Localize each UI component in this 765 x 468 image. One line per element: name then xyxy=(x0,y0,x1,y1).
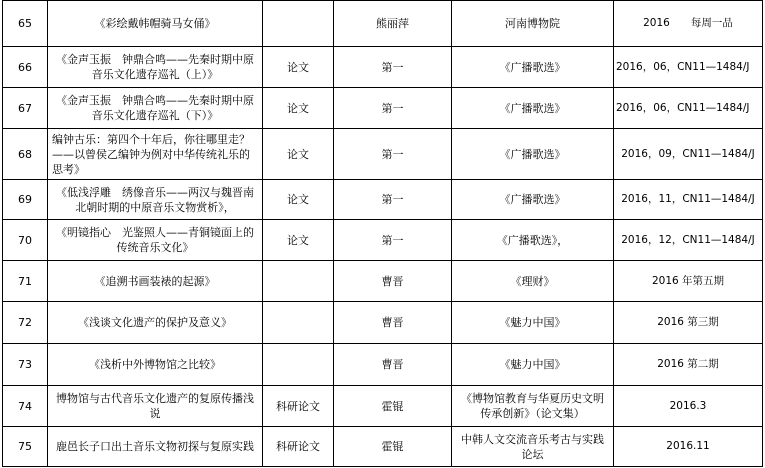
row-number: 70 xyxy=(3,220,48,261)
author-cell: 曹晋 xyxy=(334,302,452,344)
row-number: 66 xyxy=(3,47,48,88)
table-row xyxy=(3,220,763,261)
row-number: 75 xyxy=(3,427,48,467)
title-cell: 《浅析中外博物馆之比较》 xyxy=(48,344,263,386)
type-cell xyxy=(263,344,334,386)
table-row xyxy=(3,47,763,88)
author-cell: 霍锟 xyxy=(334,427,452,467)
table-row xyxy=(3,302,763,344)
author-cell: 熊丽萍 xyxy=(334,1,452,47)
type-cell: 论文 xyxy=(263,47,334,88)
date-cell: 2016，11，CN11—1484/J xyxy=(614,180,763,220)
author-cell: 第一 xyxy=(334,180,452,220)
publication-cell: 《理财》 xyxy=(452,261,614,302)
publication-cell: 《广播歌选》 xyxy=(452,88,614,129)
type-cell: 科研论文 xyxy=(263,386,334,427)
title-cell: 《追溯书画装裱的起源》 xyxy=(48,261,263,302)
table-row xyxy=(3,1,763,47)
author-cell: 霍锟 xyxy=(334,386,452,427)
row-number: 74 xyxy=(3,386,48,427)
title-cell: 《明镜指心 光鉴照人——青铜镜面上的传统音乐文化》 xyxy=(48,220,263,261)
date-cell: 2016，12，CN11—1484/J xyxy=(614,220,763,261)
author-cell: 第一 xyxy=(334,88,452,129)
author-cell: 第一 xyxy=(334,129,452,180)
publication-cell: 《广播歌选》， xyxy=(452,220,614,261)
author-cell: 曹晋 xyxy=(334,261,452,302)
date-cell: 2016 第三期 xyxy=(614,302,763,344)
type-cell xyxy=(263,302,334,344)
date-cell: 2016，06，CN11—1484/J xyxy=(614,88,763,129)
title-cell: 鹿邑长子口出土音乐文物初探与复原实践 xyxy=(48,427,263,467)
publication-cell: 中韩人文交流音乐考古与实践论坛 xyxy=(452,427,614,467)
date-cell: 2016 年第五期 xyxy=(614,261,763,302)
author-cell: 第一 xyxy=(334,47,452,88)
table-row xyxy=(3,180,763,220)
achievements-table xyxy=(2,0,763,467)
publication-cell: 《广播歌选》 xyxy=(452,47,614,88)
date-cell: 2016，09，CN11—1484/J xyxy=(614,129,763,180)
publication-cell: 《广播歌选》 xyxy=(452,129,614,180)
row-number: 73 xyxy=(3,344,48,386)
date-cell: 2016 第二期 xyxy=(614,344,763,386)
publication-cell: 《博物馆教育与华夏历史文明传承创新》（论文集） xyxy=(452,386,614,427)
title-cell: 《金声玉振 钟鼎合鸣——先秦时期中原音乐文化遗存巡礼（上）》 xyxy=(48,47,263,88)
type-cell: 论文 xyxy=(263,129,334,180)
table-row xyxy=(3,344,763,386)
title-cell: 《金声玉振 钟鼎合鸣——先秦时期中原音乐文化遗存巡礼（下）》 xyxy=(48,88,263,129)
author-cell: 第一 xyxy=(334,220,452,261)
date-cell: 2016，06，CN11—1484/J xyxy=(614,47,763,88)
row-number: 72 xyxy=(3,302,48,344)
publication-cell: 河南博物院 xyxy=(452,1,614,47)
table-row xyxy=(3,427,763,467)
title-cell: 博物馆与古代音乐文化遗产的复原传播浅说 xyxy=(48,386,263,427)
title-cell: 《彩绘戴帏帽骑马女俑》 xyxy=(48,1,263,47)
row-number: 65 xyxy=(3,1,48,47)
table-row xyxy=(3,386,763,427)
row-number: 71 xyxy=(3,261,48,302)
publication-cell: 《魅力中国》 xyxy=(452,344,614,386)
row-number: 68 xyxy=(3,129,48,180)
type-cell: 论文 xyxy=(263,180,334,220)
table-row xyxy=(3,88,763,129)
date-cell: 2016.11 xyxy=(614,427,763,467)
type-cell xyxy=(263,1,334,47)
type-cell: 论文 xyxy=(263,220,334,261)
title-cell: 《低浅浮雕 绣像音乐——两汉与魏晋南北朝时期的中原音乐文物赏析》， xyxy=(48,180,263,220)
author-cell: 曹晋 xyxy=(334,344,452,386)
type-cell: 科研论文 xyxy=(263,427,334,467)
row-number: 69 xyxy=(3,180,48,220)
title-cell: 《浅谈文化遗产的保护及意义》 xyxy=(48,302,263,344)
title-cell: 编钟古乐：第四个十年后，你往哪里走？——以曾侯乙编钟为例对中华传统礼乐的思考》 xyxy=(48,129,263,180)
row-number: 67 xyxy=(3,88,48,129)
type-cell xyxy=(263,261,334,302)
publication-cell: 《广播歌选》 xyxy=(452,180,614,220)
date-cell: 2016.3 xyxy=(614,386,763,427)
publication-cell: 《魅力中国》 xyxy=(452,302,614,344)
type-cell: 论文 xyxy=(263,88,334,129)
table-row xyxy=(3,129,763,180)
date-cell: 2016 每周一品 xyxy=(614,1,763,47)
table-row xyxy=(3,261,763,302)
